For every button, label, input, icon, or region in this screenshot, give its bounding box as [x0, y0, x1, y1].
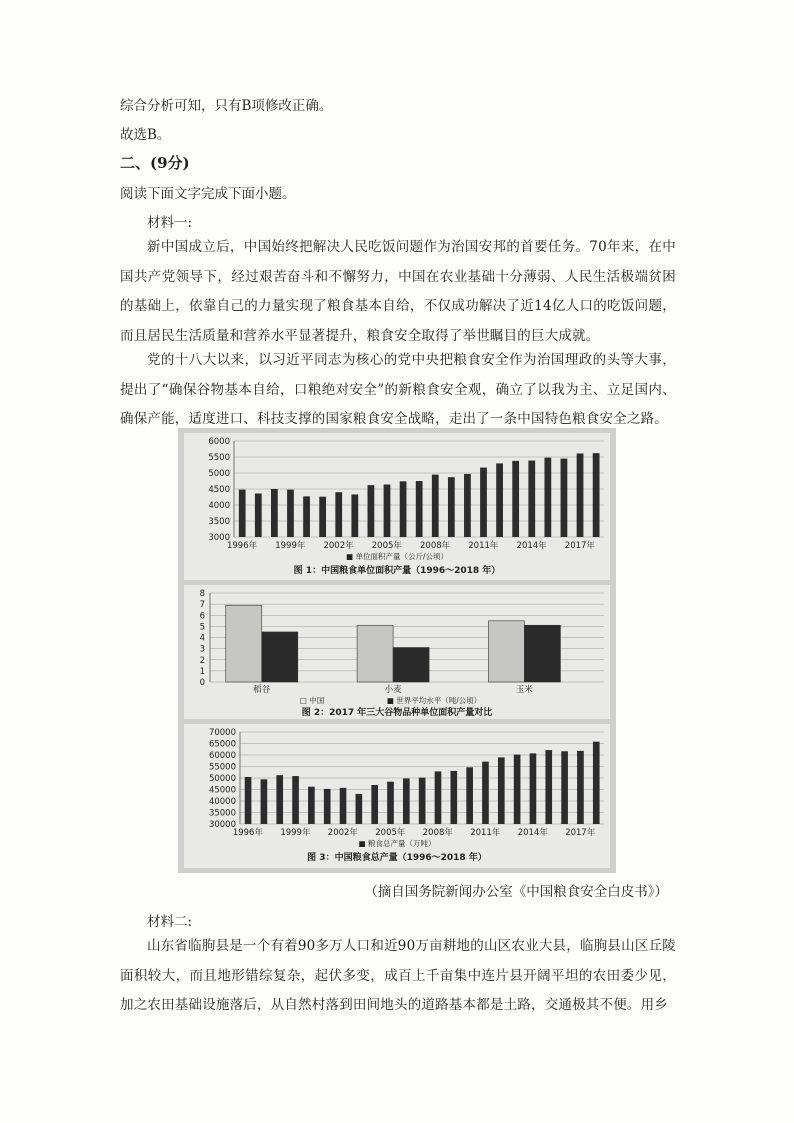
c2-y-tick-label: 2	[199, 655, 205, 666]
c2-y-tick-label: 6	[199, 611, 205, 622]
c1-bar	[496, 463, 503, 537]
c3-bar	[403, 778, 410, 824]
c1-bar	[335, 492, 342, 537]
c2-category-label: 玉米	[515, 685, 533, 695]
c3-y-tick-label: 55000	[208, 762, 236, 773]
c1-x-tick-label: 2005年	[371, 541, 402, 551]
c3-x-tick-label: 1996年	[232, 828, 263, 838]
c1-bar	[384, 485, 391, 537]
c3-y-tick-label: 45000	[208, 785, 236, 796]
c3-bar	[356, 794, 363, 824]
c1-bar	[400, 481, 407, 537]
c3-bar	[340, 788, 347, 824]
c3-bar	[371, 785, 378, 824]
c3-bar	[435, 771, 442, 824]
c1-y-tick-label: 4000	[208, 501, 230, 511]
c3-bar	[387, 782, 394, 824]
c3-title: 图 3：中国粮食总产量（1996～2018 年）	[307, 853, 487, 863]
c1-y-tick-label: 5000	[208, 469, 230, 479]
c3-bar	[419, 778, 426, 824]
c1-y-tick-label: 3000	[208, 533, 230, 543]
c3-bar	[514, 755, 521, 824]
text-line-answer: 故选B。	[120, 127, 171, 143]
c2-y-tick-label: 3	[199, 644, 205, 655]
chart-grain-comparison	[184, 585, 610, 719]
c3-x-tick-label: 2014年	[517, 828, 548, 838]
c3-bar	[482, 762, 489, 824]
c3-bar	[466, 767, 473, 824]
c3-bar	[308, 787, 315, 824]
c1-bar	[528, 461, 535, 537]
c3-bar	[261, 779, 268, 824]
c2-title: 图 2：2017 年三大谷物品种单位面积产量对比	[301, 708, 493, 718]
c2-bar-world	[393, 648, 429, 682]
c1-bar	[368, 485, 375, 537]
c1-x-tick-label: 2002年	[323, 541, 354, 551]
material-two-label: 材料二:	[147, 914, 193, 930]
c2-y-tick-label: 1	[199, 666, 205, 677]
c3-bar	[276, 775, 283, 824]
c3-bar	[577, 751, 584, 824]
c2-bar-china	[488, 621, 524, 682]
c1-x-tick-label: 2008年	[420, 541, 451, 551]
c1-bar	[319, 497, 326, 537]
c1-x-tick-label: 2017年	[564, 541, 595, 551]
c1-bar	[351, 494, 358, 537]
c2-y-tick-label: 4	[199, 633, 205, 644]
c2-category-label: 稻谷	[253, 685, 271, 695]
paragraph-2: 党的十八大以来，以习近平同志为核心的党中央把粮食安全作为治国理政的头等大事，提出了“确保谷物基本自给，口粮绝对安全”的新粮食安全观，确立了以我为主、立足国内、确保产能，适度进口、科技支撑的国家粮食安全战略，走出了一条中国特色粮食安全之路。	[120, 352, 676, 427]
c3-x-tick-label: 1999年	[280, 828, 311, 838]
c2-legend-china: □ 中国	[299, 696, 325, 705]
c1-bar	[480, 468, 487, 537]
chart-panel-3	[184, 724, 610, 868]
c3-x-tick-label: 2002年	[327, 828, 358, 838]
c1-bar	[561, 459, 568, 537]
c2-bar-world	[262, 632, 298, 682]
c1-bar	[416, 481, 423, 537]
c3-bar	[561, 751, 568, 824]
c3-x-tick-label: 2017年	[565, 828, 596, 838]
c2-bar-china	[357, 625, 393, 682]
c3-y-tick-label: 30000	[208, 820, 236, 830]
c1-legend: ■ 单位面积产量（公斤/公顷）	[346, 552, 448, 561]
c1-x-tick-label: 1999年	[275, 541, 306, 551]
c3-bar	[593, 742, 600, 824]
c1-y-tick-label: 6000	[208, 437, 230, 447]
c1-bar	[464, 474, 471, 537]
paragraph-1: 新中国成立后，中国始终把解决人民吃饭问题作为治国安邦的首要任务。70年来，在中国共产党领导下，经过艰苦奋斗和不懈努力，中国在农业基础十分薄弱、人民生活极端贫困的基础上，依靠自己的力量实现了粮食基本自给，不仅成功解决了近14亿人口的吃饭问题，而且居民生活质量和营养水平显著提升，粮食安全取得了举世瞩目的巨大成就。	[120, 239, 676, 344]
c3-bar	[530, 753, 537, 824]
c1-bar	[303, 496, 310, 537]
c3-bar	[498, 757, 505, 824]
c3-bar	[450, 771, 457, 824]
c3-x-tick-label: 2008年	[422, 828, 453, 838]
c2-category-label: 小麦	[384, 685, 402, 695]
c1-bar	[239, 490, 246, 537]
c1-bar	[287, 490, 294, 537]
c2-bar-china	[226, 605, 262, 682]
c3-bar	[324, 789, 331, 824]
c1-y-tick-label: 4500	[208, 485, 230, 495]
c1-x-tick-label: 2011年	[468, 541, 499, 551]
c1-bar	[255, 493, 262, 537]
material-one-label: 材料一:	[147, 215, 193, 231]
c3-y-tick-label: 60000	[208, 751, 236, 761]
c2-y-tick-label: 5	[199, 622, 205, 633]
text-line-conclusion: 综合分析可知，只有B项修改正确。	[120, 98, 333, 114]
c1-bar	[577, 453, 584, 537]
c2-y-tick-label: 8	[199, 589, 205, 599]
c1-y-tick-label: 3500	[208, 517, 230, 527]
text-line-instruction: 阅读下面文字完成下面小题。	[120, 186, 296, 202]
c2-bar-world	[524, 625, 560, 682]
c3-y-tick-label: 40000	[208, 797, 236, 807]
c3-bar	[245, 777, 252, 824]
figure-charts	[178, 428, 616, 873]
c3-y-tick-label: 65000	[208, 739, 236, 750]
c1-x-tick-label: 2014年	[516, 541, 547, 551]
c3-bar	[292, 776, 299, 824]
c1-bar	[544, 458, 551, 537]
chart-yield-per-area	[184, 433, 610, 580]
c1-bar	[432, 475, 439, 537]
c1-bar	[271, 489, 278, 537]
c1-bar	[512, 461, 519, 537]
c3-legend: ■ 粮食总产量（万吨）	[358, 839, 436, 848]
c3-y-tick-label: 35000	[208, 808, 236, 819]
c3-x-tick-label: 2005年	[375, 828, 406, 838]
c1-x-tick-label: 1996年	[226, 541, 258, 551]
c1-bar	[593, 453, 600, 537]
section-heading: 二、(9分)	[120, 154, 190, 172]
chart-panel-1	[184, 433, 610, 580]
figure-source: （摘自国务院新闻办公室《中国粮食安全白皮书》）	[364, 884, 668, 900]
chart-total-output	[184, 724, 610, 868]
c2-legend-world: ■ 世界平均水平（吨/公顷）	[386, 696, 482, 705]
c3-y-tick-label: 70000	[208, 728, 236, 738]
chart-panel-2	[184, 585, 610, 719]
c3-x-tick-label: 2011年	[470, 828, 501, 838]
c1-y-tick-label: 5500	[208, 453, 230, 463]
paragraph-3: 山东省临朐县是一个有着90多万人口和近90万亩耕地的山区农业大县，临朐县山区丘陵面积较大，而且地形错综复杂，起伏多变，成百上千亩集中连片县开阔平坦的农田委少见，加之农田基础设施落后，从自然村落到田间地头的道路基本都是土路，交通极其不便。用乡	[120, 938, 676, 1013]
c3-bar	[545, 750, 552, 824]
c3-y-tick-label: 50000	[208, 774, 236, 784]
c1-title: 图 1：中国粮食单位面积产量（1996～2018 年）	[293, 566, 501, 576]
c1-bar	[448, 477, 455, 537]
c2-y-tick-label: 0	[199, 678, 205, 688]
c2-y-tick-label: 7	[199, 600, 205, 611]
